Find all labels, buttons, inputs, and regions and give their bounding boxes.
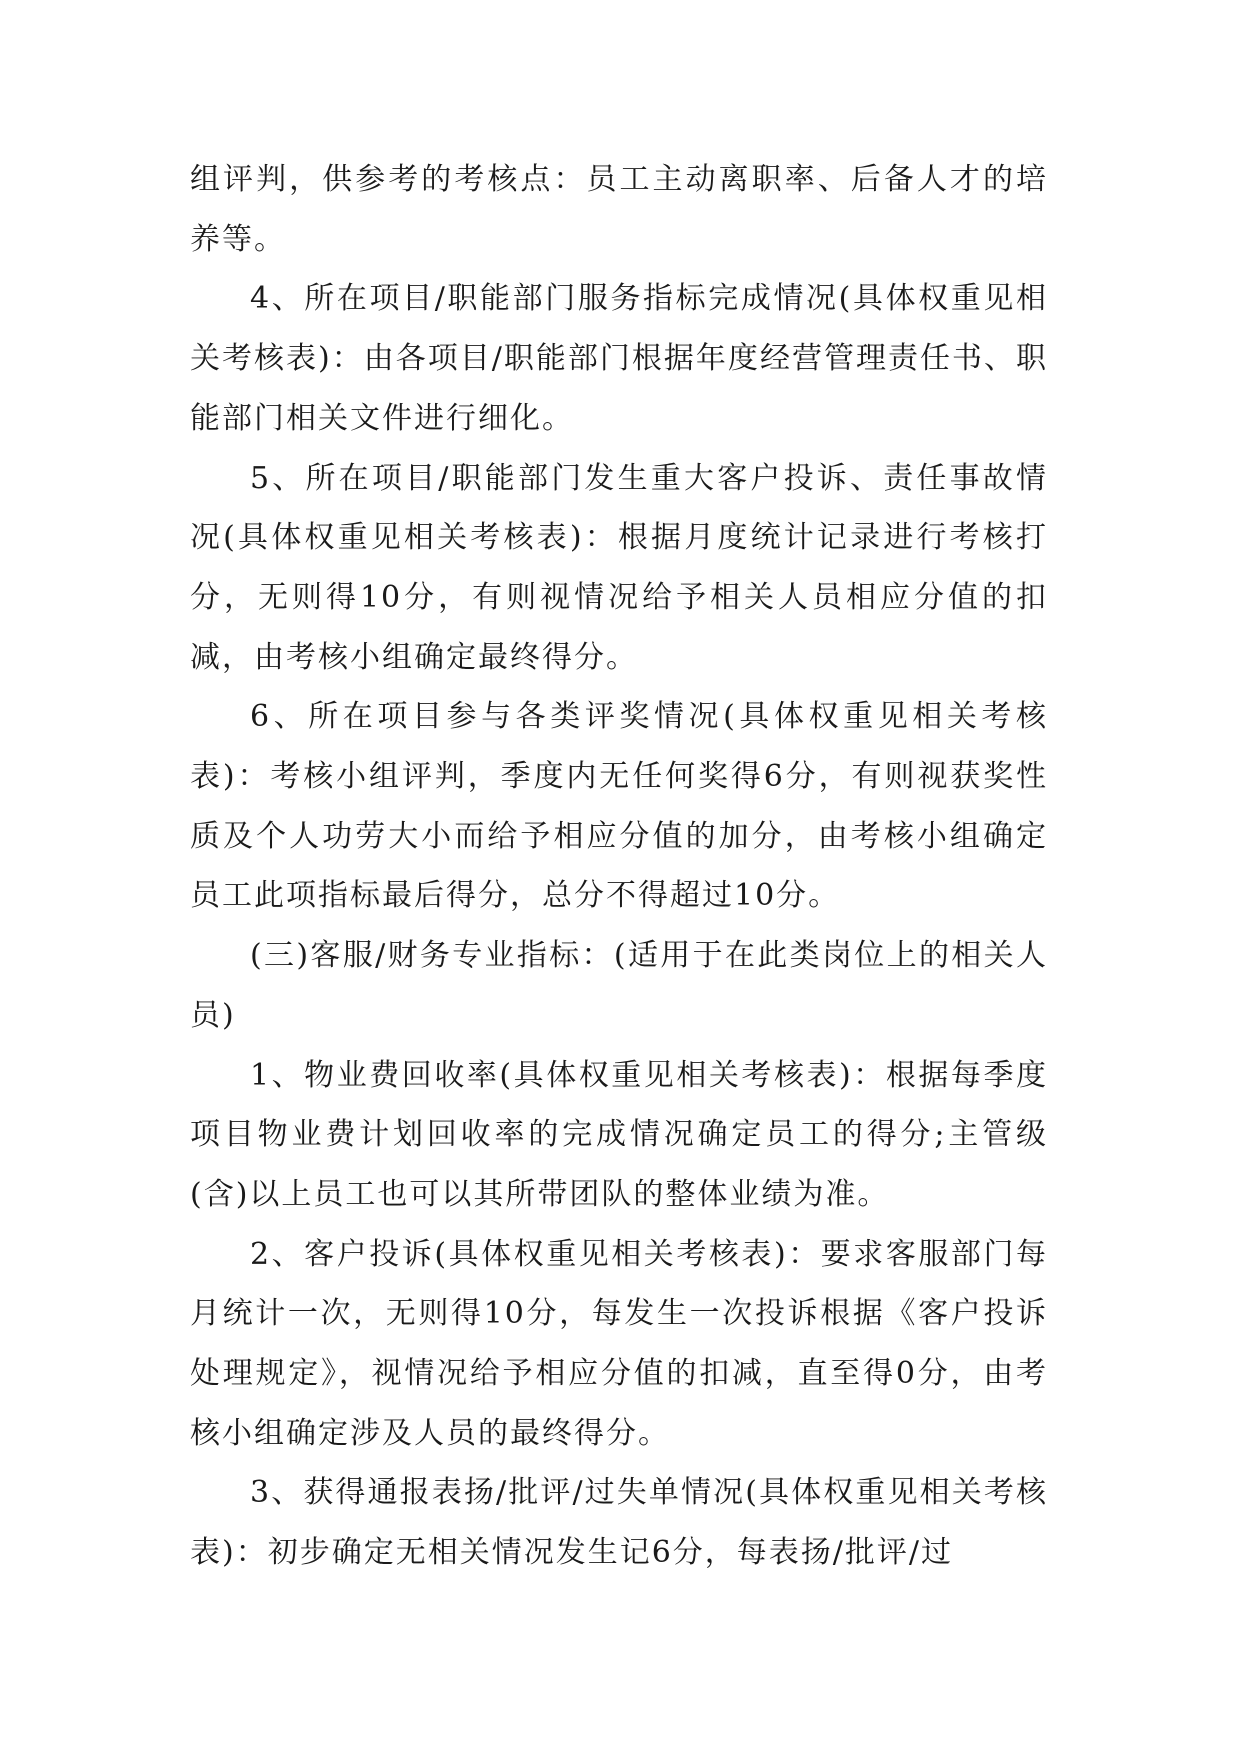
paragraph-item-5: 5、所在项目/职能部门发生重大客户投诉、责任事故情况(具体权重见相关考核表)：根据月度统计记录进行考核打分，无则得10分，有则视情况给予相关人员相应分值的扣减，由考核小组确定最终得分。 xyxy=(190,460,1048,675)
paragraph-sub-item-3: 3、获得通报表扬/批评/过失单情况(具体权重见相关考核表)：初步确定无相关情况发生记6分，每表扬/批评/过 xyxy=(190,1475,1048,1571)
document-body xyxy=(190,150,1048,1583)
section-heading-3: (三)客服/财务专业指标：(适用于在此类岗位上的相关人员) xyxy=(190,938,1048,1033)
paragraph-item-4: 4、所在项目/职能部门服务指标完成情况(具体权重见相关考核表)：由各项目/职能部门根据年度经营管理责任书、职能部门相关文件进行细化。 xyxy=(190,281,1048,436)
paragraph-sub-item-2: 2、客户投诉(具体权重见相关考核表)：要求客服部门每月统计一次，无则得10分，每发生一次投诉根据《客户投诉处理规定》，视情况给予相应分值的扣减，直至得0分，由考核小组确定涉及人员的最终得分。 xyxy=(190,1236,1048,1451)
paragraph-continuation: 组评判，供参考的考核点：员工主动离职率、后备人才的培养等。 xyxy=(190,162,1048,257)
paragraph-item-6: 6、所在项目参与各类评奖情况(具体权重见相关考核表)：考核小组评判，季度内无任何奖得6分，有则视获奖性质及个人功劳大小而给予相应分值的加分，由考核小组确定员工此项指标最后得分，总分不得超过10分。 xyxy=(190,699,1048,914)
paragraph-sub-item-1: 1、物业费回收率(具体权重见相关考核表)：根据每季度项目物业费计划回收率的完成情况确定员工的得分;主管级(含)以上员工也可以其所带团队的整体业绩为准。 xyxy=(190,1057,1048,1212)
